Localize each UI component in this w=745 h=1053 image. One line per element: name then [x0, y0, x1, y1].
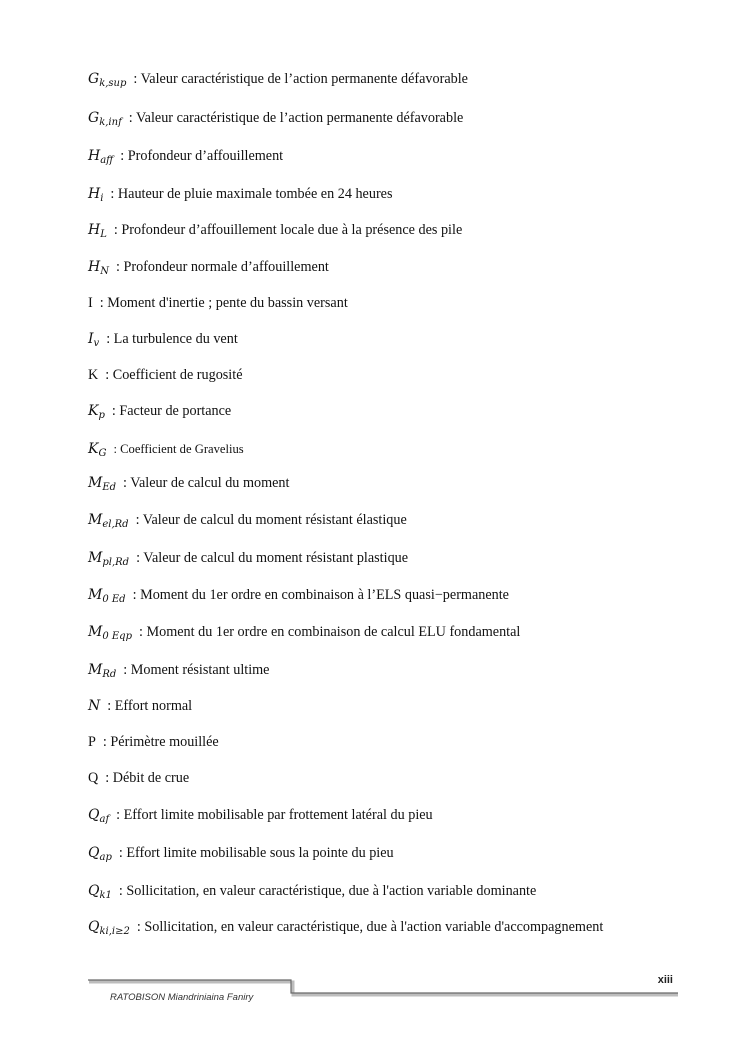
description: : Moment résistant ultime [123, 662, 270, 678]
description: : Valeur de calcul du moment résistant plastique [136, 550, 409, 566]
list-item [88, 733, 219, 756]
list-item [88, 294, 348, 317]
list-item [88, 697, 192, 720]
symbol: $Q_{af}$ [88, 807, 110, 825]
description: : Profondeur normale d’affouillement [115, 259, 329, 275]
list-item [88, 661, 269, 684]
description: : Valeur caractéristique de l’action permanente défavorable [133, 71, 468, 87]
symbol: $I_v$ [88, 331, 100, 349]
symbol: K [88, 367, 99, 383]
description: : Coefficient de Gravelius [113, 442, 244, 456]
list-item [88, 769, 189, 792]
symbol: $M_{Rd}$ [88, 662, 117, 680]
description: : Moment du 1er ordre en combinaison de calcul ELU fondamental [139, 624, 521, 640]
list-item [88, 330, 238, 353]
symbol: $H_N$ [88, 259, 109, 277]
description: : Moment d'inertie ; pente du bassin versant [99, 295, 348, 311]
list-item [88, 185, 393, 208]
symbol: I [88, 295, 93, 311]
list-item [88, 258, 329, 281]
list-item [88, 623, 520, 646]
list-item [88, 440, 244, 463]
list-item [88, 844, 394, 867]
list-item [88, 882, 536, 905]
list-item [88, 549, 408, 572]
list-item [88, 918, 603, 941]
symbol: $H_L$ [88, 222, 107, 240]
symbol: $H_{aff}$ [88, 148, 114, 166]
symbol: N [88, 698, 101, 714]
description: : Effort limite mobilisable sous la pointe du pieu [118, 845, 394, 861]
author-name: RATOBISON Miandriniaina Faniry [110, 992, 254, 1003]
symbol: $Q_{ki,i\ge 2}$ [88, 919, 130, 937]
symbol: Q [88, 770, 99, 786]
list-item [88, 586, 509, 609]
list-item [88, 70, 468, 93]
description: : Hauteur de pluie maximale tombée en 24 heures [110, 186, 393, 202]
symbol: $M_{el,Rd}$ [88, 512, 129, 530]
description: : Moment du 1er ordre en combinaison à l’ELS quasi−permanente [132, 587, 509, 603]
list-item [88, 806, 433, 829]
description: : Coefficient de rugosité [105, 367, 243, 383]
symbol: P [88, 734, 96, 750]
list-item [88, 109, 463, 132]
description: : La turbulence du vent [106, 331, 238, 347]
list-item [88, 511, 407, 534]
symbol: $K_p$ [88, 403, 105, 421]
list-item [88, 402, 231, 425]
description: : Sollicitation, en valeur caractéristique, due à l'action variable d'accompagnement [136, 919, 604, 935]
description: : Effort limite mobilisable par frottement latéral du pieu [116, 807, 433, 823]
list-item [88, 147, 283, 170]
description: : Valeur caractéristique de l’action permanente défavorable [128, 110, 464, 126]
list-item [88, 474, 289, 497]
symbol: $G_{k,inf}$ [88, 110, 122, 128]
symbol: $Q_{k1}$ [88, 883, 112, 901]
list-item [88, 366, 243, 389]
symbol: $M_{pl,Rd}$ [88, 550, 130, 568]
description: : Valeur de calcul du moment [123, 475, 290, 491]
description: : Profondeur d’affouillement locale due à la présence des pile [113, 222, 463, 238]
description: : Effort normal [107, 698, 193, 714]
description: : Valeur de calcul du moment résistant élastique [135, 512, 407, 528]
symbol: $H_i$ [88, 186, 104, 204]
list-item [88, 221, 462, 244]
description: : Facteur de portance [111, 403, 232, 419]
symbol: $M_{Ed}$ [88, 475, 117, 493]
symbol: $M_{0 Ed}$ [88, 587, 126, 605]
symbol: $K_G$ [88, 441, 107, 459]
description: : Débit de crue [105, 770, 190, 786]
description: : Périmètre mouillée [102, 734, 219, 750]
symbol: $M_{0 Eqp}$ [88, 624, 132, 642]
symbol: $G_{k,sup}$ [88, 71, 127, 89]
symbol: $Q_{ap}$ [88, 845, 112, 863]
description: : Profondeur d’affouillement [120, 148, 284, 164]
page-number: xiii [657, 974, 673, 986]
description: : Sollicitation, en valeur caractéristique, due à l'action variable dominante [118, 883, 537, 899]
